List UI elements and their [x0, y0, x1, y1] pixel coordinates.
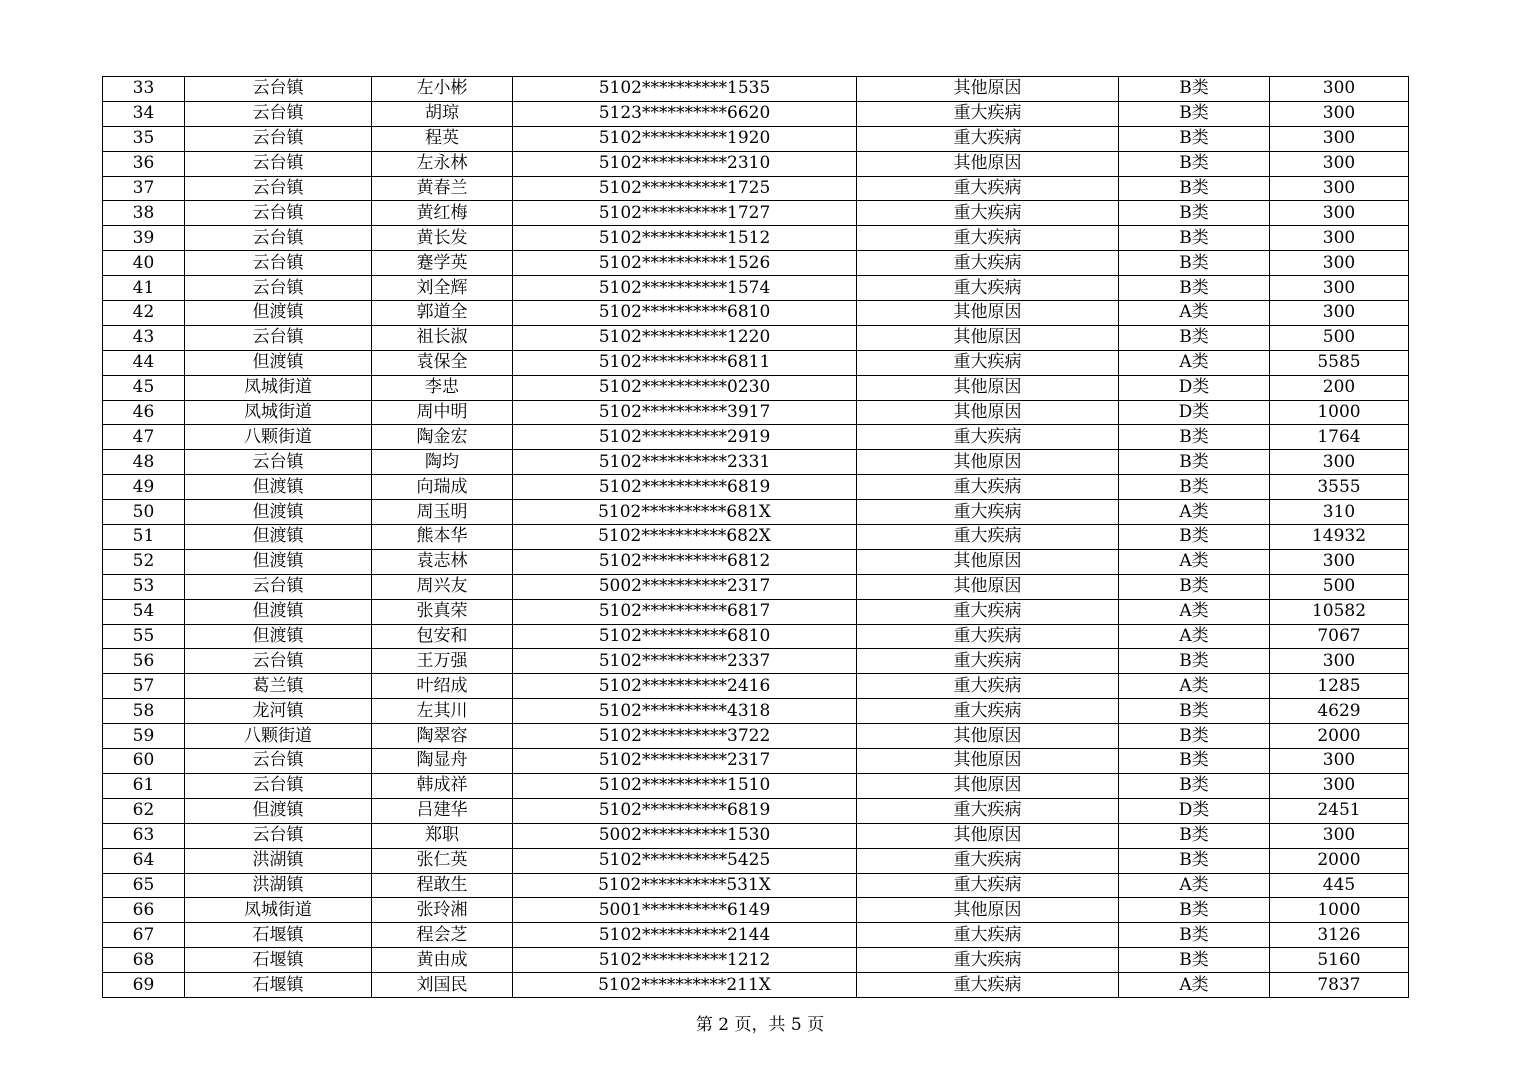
table-row: [103, 450, 1409, 475]
reason-cell: 重大疾病: [857, 251, 1119, 276]
town-cell: 云台镇: [185, 450, 372, 475]
row-number-cell: 34: [103, 101, 185, 126]
amount-cell: 7837: [1270, 973, 1409, 998]
amount-cell: 300: [1270, 251, 1409, 276]
reason-cell: 其他原因: [857, 574, 1119, 599]
reason-cell: 其他原因: [857, 375, 1119, 400]
amount-cell: 300: [1270, 101, 1409, 126]
table-row: [103, 549, 1409, 574]
category-cell: B类: [1119, 425, 1270, 450]
town-cell: 云台镇: [185, 101, 372, 126]
reason-cell: 重大疾病: [857, 276, 1119, 301]
table-row: [103, 325, 1409, 350]
amount-cell: 445: [1270, 873, 1409, 898]
name-cell: 陶金宏: [372, 425, 513, 450]
town-cell: 八颗街道: [185, 425, 372, 450]
id-number-cell: 5102**********1727: [513, 201, 857, 226]
reason-cell: 其他原因: [857, 749, 1119, 774]
table-row: [103, 276, 1409, 301]
row-number-cell: 49: [103, 475, 185, 500]
amount-cell: 300: [1270, 201, 1409, 226]
name-cell: 张玲湘: [372, 898, 513, 923]
name-cell: 左小彬: [372, 77, 513, 102]
category-cell: B类: [1119, 699, 1270, 724]
category-cell: B类: [1119, 126, 1270, 151]
row-number-cell: 37: [103, 176, 185, 201]
table-row: [103, 126, 1409, 151]
reason-cell: 其他原因: [857, 301, 1119, 326]
category-cell: A类: [1119, 674, 1270, 699]
amount-cell: 2451: [1270, 798, 1409, 823]
table-row: [103, 201, 1409, 226]
amount-cell: 300: [1270, 151, 1409, 176]
table-row: [103, 500, 1409, 525]
reason-cell: 其他原因: [857, 450, 1119, 475]
amount-cell: 5160: [1270, 948, 1409, 973]
category-cell: A类: [1119, 500, 1270, 525]
table-row: [103, 475, 1409, 500]
table-row: [103, 973, 1409, 998]
reason-cell: 重大疾病: [857, 176, 1119, 201]
table-row: [103, 649, 1409, 674]
amount-cell: 500: [1270, 574, 1409, 599]
category-cell: B类: [1119, 77, 1270, 102]
town-cell: 但渡镇: [185, 475, 372, 500]
row-number-cell: 58: [103, 699, 185, 724]
row-number-cell: 66: [103, 898, 185, 923]
table-row: [103, 251, 1409, 276]
id-number-cell: 5102**********6819: [513, 475, 857, 500]
category-cell: B类: [1119, 151, 1270, 176]
town-cell: 葛兰镇: [185, 674, 372, 699]
id-number-cell: 5102**********0230: [513, 375, 857, 400]
category-cell: D类: [1119, 798, 1270, 823]
table-row: [103, 773, 1409, 798]
name-cell: 刘国民: [372, 973, 513, 998]
id-number-cell: 5002**********1530: [513, 823, 857, 848]
reason-cell: 重大疾病: [857, 873, 1119, 898]
row-number-cell: 45: [103, 375, 185, 400]
town-cell: 洪湖镇: [185, 848, 372, 873]
town-cell: 云台镇: [185, 574, 372, 599]
name-cell: 袁志林: [372, 549, 513, 574]
category-cell: B类: [1119, 525, 1270, 550]
amount-cell: 14932: [1270, 525, 1409, 550]
name-cell: 李忠: [372, 375, 513, 400]
name-cell: 韩成祥: [372, 773, 513, 798]
town-cell: 八颗街道: [185, 724, 372, 749]
reason-cell: 其他原因: [857, 823, 1119, 848]
category-cell: A类: [1119, 973, 1270, 998]
reason-cell: 重大疾病: [857, 500, 1119, 525]
name-cell: 程会芝: [372, 923, 513, 948]
table-row: [103, 101, 1409, 126]
row-number-cell: 43: [103, 325, 185, 350]
name-cell: 蹇学英: [372, 251, 513, 276]
category-cell: B类: [1119, 574, 1270, 599]
category-cell: B类: [1119, 898, 1270, 923]
category-cell: A类: [1119, 301, 1270, 326]
category-cell: A类: [1119, 599, 1270, 624]
table-row: [103, 301, 1409, 326]
table-row: [103, 525, 1409, 550]
row-number-cell: 40: [103, 251, 185, 276]
id-number-cell: 5102**********682X: [513, 525, 857, 550]
amount-cell: 3555: [1270, 475, 1409, 500]
row-number-cell: 38: [103, 201, 185, 226]
name-cell: 袁保全: [372, 350, 513, 375]
row-number-cell: 56: [103, 649, 185, 674]
name-cell: 黄由成: [372, 948, 513, 973]
table-row: [103, 400, 1409, 425]
id-number-cell: 5102**********3917: [513, 400, 857, 425]
town-cell: 云台镇: [185, 773, 372, 798]
id-number-cell: 5102**********6810: [513, 301, 857, 326]
table-row: [103, 873, 1409, 898]
table-row: [103, 624, 1409, 649]
row-number-cell: 47: [103, 425, 185, 450]
name-cell: 陶显舟: [372, 749, 513, 774]
id-number-cell: 5102**********1526: [513, 251, 857, 276]
table-row: [103, 226, 1409, 251]
amount-cell: 2000: [1270, 724, 1409, 749]
name-cell: 陶均: [372, 450, 513, 475]
row-number-cell: 33: [103, 77, 185, 102]
name-cell: 叶绍成: [372, 674, 513, 699]
category-cell: B类: [1119, 325, 1270, 350]
id-number-cell: 5102**********1220: [513, 325, 857, 350]
row-number-cell: 41: [103, 276, 185, 301]
amount-cell: 300: [1270, 176, 1409, 201]
reason-cell: 其他原因: [857, 773, 1119, 798]
town-cell: 云台镇: [185, 749, 372, 774]
reason-cell: 重大疾病: [857, 649, 1119, 674]
town-cell: 石堰镇: [185, 948, 372, 973]
amount-cell: 1285: [1270, 674, 1409, 699]
town-cell: 云台镇: [185, 201, 372, 226]
town-cell: 云台镇: [185, 226, 372, 251]
amount-cell: 310: [1270, 500, 1409, 525]
category-cell: B类: [1119, 226, 1270, 251]
table-row: [103, 923, 1409, 948]
category-cell: D类: [1119, 375, 1270, 400]
table-row: [103, 724, 1409, 749]
reason-cell: 其他原因: [857, 325, 1119, 350]
name-cell: 黄春兰: [372, 176, 513, 201]
category-cell: B类: [1119, 251, 1270, 276]
amount-cell: 10582: [1270, 599, 1409, 624]
id-number-cell: 5102**********1920: [513, 126, 857, 151]
reason-cell: 重大疾病: [857, 948, 1119, 973]
town-cell: 但渡镇: [185, 301, 372, 326]
table-row: [103, 151, 1409, 176]
table-row: [103, 176, 1409, 201]
row-number-cell: 42: [103, 301, 185, 326]
reason-cell: 重大疾病: [857, 973, 1119, 998]
row-number-cell: 67: [103, 923, 185, 948]
reason-cell: 重大疾病: [857, 350, 1119, 375]
id-number-cell: 5102**********4318: [513, 699, 857, 724]
id-number-cell: 5102**********2310: [513, 151, 857, 176]
name-cell: 周中明: [372, 400, 513, 425]
reason-cell: 重大疾病: [857, 699, 1119, 724]
category-cell: B类: [1119, 923, 1270, 948]
town-cell: 但渡镇: [185, 599, 372, 624]
category-cell: A类: [1119, 350, 1270, 375]
row-number-cell: 36: [103, 151, 185, 176]
row-number-cell: 52: [103, 549, 185, 574]
id-number-cell: 5102**********2317: [513, 749, 857, 774]
id-number-cell: 5002**********2317: [513, 574, 857, 599]
town-cell: 但渡镇: [185, 549, 372, 574]
row-number-cell: 64: [103, 848, 185, 873]
category-cell: B类: [1119, 450, 1270, 475]
town-cell: 但渡镇: [185, 798, 372, 823]
amount-cell: 200: [1270, 375, 1409, 400]
id-number-cell: 5102**********1212: [513, 948, 857, 973]
amount-cell: 300: [1270, 749, 1409, 774]
reason-cell: 其他原因: [857, 77, 1119, 102]
row-number-cell: 55: [103, 624, 185, 649]
row-number-cell: 35: [103, 126, 185, 151]
id-number-cell: 5102**********6819: [513, 798, 857, 823]
name-cell: 王万强: [372, 649, 513, 674]
category-cell: B类: [1119, 948, 1270, 973]
reason-cell: 重大疾病: [857, 599, 1119, 624]
category-cell: A类: [1119, 624, 1270, 649]
town-cell: 龙河镇: [185, 699, 372, 724]
row-number-cell: 59: [103, 724, 185, 749]
reason-cell: 重大疾病: [857, 126, 1119, 151]
reason-cell: 重大疾病: [857, 525, 1119, 550]
table-row: [103, 77, 1409, 102]
row-number-cell: 63: [103, 823, 185, 848]
name-cell: 陶翠容: [372, 724, 513, 749]
reason-cell: 重大疾病: [857, 798, 1119, 823]
id-number-cell: 5102**********1512: [513, 226, 857, 251]
row-number-cell: 51: [103, 525, 185, 550]
table-row: [103, 375, 1409, 400]
town-cell: 云台镇: [185, 77, 372, 102]
id-number-cell: 5102**********681X: [513, 500, 857, 525]
town-cell: 凤城街道: [185, 375, 372, 400]
table-row: [103, 898, 1409, 923]
category-cell: B类: [1119, 823, 1270, 848]
id-number-cell: 5102**********2416: [513, 674, 857, 699]
amount-cell: 300: [1270, 77, 1409, 102]
amount-cell: 500: [1270, 325, 1409, 350]
reason-cell: 其他原因: [857, 400, 1119, 425]
name-cell: 刘全辉: [372, 276, 513, 301]
name-cell: 祖长淑: [372, 325, 513, 350]
town-cell: 但渡镇: [185, 350, 372, 375]
id-number-cell: 5102**********1574: [513, 276, 857, 301]
row-number-cell: 48: [103, 450, 185, 475]
table-row: [103, 674, 1409, 699]
row-number-cell: 46: [103, 400, 185, 425]
table-row: [103, 798, 1409, 823]
amount-cell: 300: [1270, 226, 1409, 251]
town-cell: 凤城街道: [185, 898, 372, 923]
category-cell: D类: [1119, 400, 1270, 425]
table-row: [103, 599, 1409, 624]
id-number-cell: 5102**********1535: [513, 77, 857, 102]
town-cell: 云台镇: [185, 276, 372, 301]
amount-cell: 300: [1270, 126, 1409, 151]
name-cell: 程英: [372, 126, 513, 151]
reason-cell: 重大疾病: [857, 848, 1119, 873]
row-number-cell: 50: [103, 500, 185, 525]
town-cell: 云台镇: [185, 823, 372, 848]
id-number-cell: 5102**********2337: [513, 649, 857, 674]
reason-cell: 重大疾病: [857, 101, 1119, 126]
category-cell: B类: [1119, 848, 1270, 873]
name-cell: 左其川: [372, 699, 513, 724]
table-row: [103, 425, 1409, 450]
amount-cell: 300: [1270, 649, 1409, 674]
table-row: [103, 848, 1409, 873]
town-cell: 云台镇: [185, 176, 372, 201]
amount-cell: 3126: [1270, 923, 1409, 948]
table-row: [103, 823, 1409, 848]
id-number-cell: 5102**********5425: [513, 848, 857, 873]
town-cell: 云台镇: [185, 325, 372, 350]
id-number-cell: 5102**********531X: [513, 873, 857, 898]
amount-cell: 1000: [1270, 898, 1409, 923]
name-cell: 黄长发: [372, 226, 513, 251]
table-body: [103, 77, 1409, 998]
name-cell: 包安和: [372, 624, 513, 649]
name-cell: 郭道全: [372, 301, 513, 326]
table-row: [103, 574, 1409, 599]
row-number-cell: 53: [103, 574, 185, 599]
row-number-cell: 44: [103, 350, 185, 375]
id-number-cell: 5102**********6810: [513, 624, 857, 649]
id-number-cell: 5102**********1510: [513, 773, 857, 798]
town-cell: 洪湖镇: [185, 873, 372, 898]
row-number-cell: 69: [103, 973, 185, 998]
name-cell: 吕建华: [372, 798, 513, 823]
amount-cell: 1764: [1270, 425, 1409, 450]
category-cell: B类: [1119, 101, 1270, 126]
reason-cell: 其他原因: [857, 151, 1119, 176]
town-cell: 云台镇: [185, 151, 372, 176]
row-number-cell: 61: [103, 773, 185, 798]
id-number-cell: 5102**********2331: [513, 450, 857, 475]
id-number-cell: 5102**********1725: [513, 176, 857, 201]
name-cell: 张仁英: [372, 848, 513, 873]
amount-cell: 5585: [1270, 350, 1409, 375]
name-cell: 黄红梅: [372, 201, 513, 226]
table-row: [103, 749, 1409, 774]
row-number-cell: 60: [103, 749, 185, 774]
name-cell: 左永林: [372, 151, 513, 176]
name-cell: 张真荣: [372, 599, 513, 624]
category-cell: B类: [1119, 724, 1270, 749]
data-table: [102, 76, 1409, 998]
reason-cell: 重大疾病: [857, 425, 1119, 450]
name-cell: 郑职: [372, 823, 513, 848]
page-footer: 第 2 页，共 5 页: [695, 1015, 825, 1035]
category-cell: B类: [1119, 276, 1270, 301]
row-number-cell: 57: [103, 674, 185, 699]
row-number-cell: 65: [103, 873, 185, 898]
reason-cell: 重大疾病: [857, 624, 1119, 649]
amount-cell: 300: [1270, 301, 1409, 326]
reason-cell: 重大疾病: [857, 923, 1119, 948]
id-number-cell: 5123**********6620: [513, 101, 857, 126]
town-cell: 石堰镇: [185, 973, 372, 998]
town-cell: 石堰镇: [185, 923, 372, 948]
row-number-cell: 39: [103, 226, 185, 251]
id-number-cell: 5102**********2919: [513, 425, 857, 450]
category-cell: B类: [1119, 649, 1270, 674]
amount-cell: 300: [1270, 823, 1409, 848]
name-cell: 向瑞成: [372, 475, 513, 500]
town-cell: 云台镇: [185, 649, 372, 674]
category-cell: A类: [1119, 549, 1270, 574]
category-cell: B类: [1119, 176, 1270, 201]
reason-cell: 重大疾病: [857, 201, 1119, 226]
town-cell: 但渡镇: [185, 624, 372, 649]
row-number-cell: 62: [103, 798, 185, 823]
name-cell: 程敢生: [372, 873, 513, 898]
amount-cell: 1000: [1270, 400, 1409, 425]
category-cell: B类: [1119, 475, 1270, 500]
amount-cell: 4629: [1270, 699, 1409, 724]
reason-cell: 重大疾病: [857, 674, 1119, 699]
town-cell: 凤城街道: [185, 400, 372, 425]
table-row: [103, 948, 1409, 973]
id-number-cell: 5102**********6812: [513, 549, 857, 574]
category-cell: A类: [1119, 873, 1270, 898]
category-cell: B类: [1119, 749, 1270, 774]
amount-cell: 300: [1270, 276, 1409, 301]
id-number-cell: 5102**********2144: [513, 923, 857, 948]
name-cell: 熊本华: [372, 525, 513, 550]
name-cell: 周兴友: [372, 574, 513, 599]
reason-cell: 其他原因: [857, 724, 1119, 749]
amount-cell: 300: [1270, 549, 1409, 574]
town-cell: 但渡镇: [185, 500, 372, 525]
reason-cell: 重大疾病: [857, 226, 1119, 251]
reason-cell: 重大疾病: [857, 475, 1119, 500]
id-number-cell: 5102**********6817: [513, 599, 857, 624]
reason-cell: 其他原因: [857, 549, 1119, 574]
id-number-cell: 5001**********6149: [513, 898, 857, 923]
row-number-cell: 68: [103, 948, 185, 973]
amount-cell: 300: [1270, 773, 1409, 798]
town-cell: 云台镇: [185, 126, 372, 151]
town-cell: 但渡镇: [185, 525, 372, 550]
id-number-cell: 5102**********3722: [513, 724, 857, 749]
table-row: [103, 699, 1409, 724]
town-cell: 云台镇: [185, 251, 372, 276]
name-cell: 胡琼: [372, 101, 513, 126]
id-number-cell: 5102**********6811: [513, 350, 857, 375]
row-number-cell: 54: [103, 599, 185, 624]
name-cell: 周玉明: [372, 500, 513, 525]
amount-cell: 2000: [1270, 848, 1409, 873]
amount-cell: 7067: [1270, 624, 1409, 649]
reason-cell: 其他原因: [857, 898, 1119, 923]
amount-cell: 300: [1270, 450, 1409, 475]
category-cell: B类: [1119, 201, 1270, 226]
category-cell: B类: [1119, 773, 1270, 798]
id-number-cell: 5102**********211X: [513, 973, 857, 998]
table-row: [103, 350, 1409, 375]
